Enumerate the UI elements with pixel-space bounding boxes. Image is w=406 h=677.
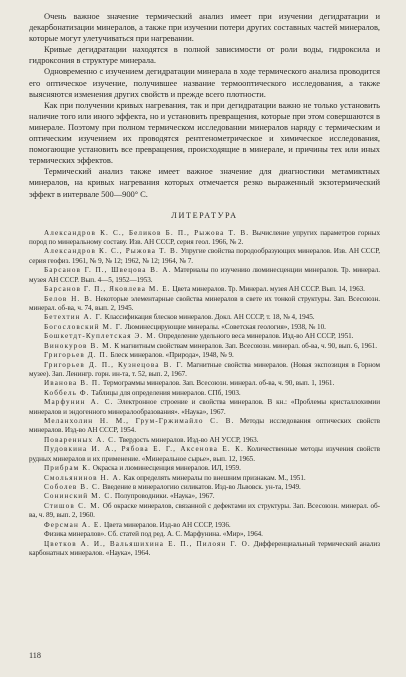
reference-text: Блеск минералов. «Природа», 1948, № 9.	[108, 351, 234, 360]
reference-text: Термограммы минералов. Зап. Всесоюзн. минерал. об-ва, ч. 90, вып. 1, 1961.	[101, 379, 335, 388]
reference-author: Иванова В. П.	[44, 379, 102, 388]
reference-author: Стишов С. М.	[44, 501, 101, 510]
reference-text: Как определять минералы по внешним признакам. М., 1951.	[121, 473, 306, 482]
reference-item	[29, 295, 380, 314]
reference-item	[29, 474, 380, 483]
reference-text: Полупроводники. «Наука», 1967.	[113, 492, 215, 501]
reference-text: Люминесцирующие минералы. «Советская геология», 1938, № 10.	[123, 322, 326, 331]
reference-text: Твердость минералов. Изд-во АН УССР, 1963.	[116, 435, 259, 444]
reference-author: Поваренных А. С.	[44, 435, 117, 444]
reference-list	[29, 229, 380, 559]
reference-text: Цвета минералов. Изд-во АН СССР, 1936.	[102, 520, 231, 529]
reference-text: Упругие свойства породообразующих минералов. Изв. АН СССР, серия геофиз. 1961, № 9, № 12; 1962, № 12; 1964, № 7.	[29, 247, 380, 265]
reference-text: Методы исследования оптических свойств минералов. Изд-во АН СССР, 1954.	[29, 417, 380, 435]
reference-author: Смольянинов Н. А.	[44, 473, 122, 482]
reference-author: Александров К. С., Рыжова Т. В.	[44, 247, 179, 256]
reference-author: Сонинский М. С.	[44, 492, 114, 501]
reference-author: Прибрам К.	[44, 464, 92, 473]
reference-author: Пудовкина И. А., Рябова Е. Г., Аксенова Е. К.	[44, 445, 244, 454]
reference-text: Дифференциальный термический анализ карбонатных минералов. «Наука», 1964.	[29, 539, 380, 557]
reference-author: Белов Н. В.	[44, 294, 93, 303]
reference-item	[29, 436, 380, 445]
reference-item	[29, 361, 380, 380]
reference-text: Цвета минералов. Тр. Минерал. музея АН СССР. Вып. 14, 1963.	[170, 285, 365, 294]
reference-text: Введение в минералогию силикатов. Изд-во Львовск. ун-та, 1949.	[100, 482, 301, 491]
reference-item	[29, 247, 380, 266]
reference-text: Об окраске минералов, связанной с дефектами их структуры. Зап. Всесоюзн. минерал. об-ва, ч. 89, вып. 2, 1960.	[29, 501, 381, 520]
reference-item	[29, 521, 380, 530]
reference-text: Электронное строение и свойства минералов. В кн.: «Проблемы кристаллохимии минералов и эндогенного минералообразования». «Наука», 1967.	[29, 398, 380, 416]
reference-item	[29, 285, 380, 294]
reference-author: Григорьев Д. П., Кузнецова В. Г.	[44, 360, 184, 369]
reference-author: Барсанов Г. П., Яковлева М. Е.	[44, 285, 171, 294]
reference-author: Бетехтин А. Г.	[44, 313, 103, 322]
reference-item	[29, 530, 380, 539]
reference-author: Бошкетдт-Куплетская Э. М.	[44, 332, 157, 341]
reference-item	[29, 379, 380, 388]
page-number: 118	[29, 651, 41, 660]
reference-item	[29, 351, 380, 360]
reference-item	[29, 266, 380, 285]
reference-author: Меланхолин Н. М., Грум-Гржимайло С. В.	[44, 417, 235, 426]
reference-author: Соболев В. С.	[44, 482, 101, 491]
reference-text: Материалы по изучению люминесценции минералов. Тр. минерал. музея АН СССР. Вып. 4—5, 1952—1953.	[29, 266, 380, 284]
paragraph: Как при получении кривых нагревания, так и при дегидратации важно не только установить наличие того или иного эффекта, но и установить превращения, которые при этом совершаются в минерале. Поэтому при полном термическом исследовании минералов наряду с термическим и оптическим изучением их проводятся рентгенометрическое и химическое исследования, помогающие установить все превращения, происходящие в минерале, и причины тех или иных термических эффектов.	[29, 99, 380, 166]
reference-author: Барсанов Г. П., Швецова В. А.	[44, 266, 172, 275]
reference-author: Богословский М. Г.	[44, 322, 124, 331]
reference-text: Определение удельного веса минералов. Изд-во АН СССР, 1951.	[156, 332, 354, 341]
reference-text: Физика минералов». Сб. статей под ред. А. С. Марфунина. «Мир», 1964.	[44, 530, 263, 539]
reference-item	[29, 464, 380, 473]
paragraph: Термический анализ также имеет важное значение для диагностики метамиктных минералов, на кривых нагревания которых отмечается резко выраженный экзотермический эффект в интервале 500—900° С.	[29, 166, 380, 199]
reference-item	[29, 417, 380, 436]
reference-item	[29, 540, 380, 559]
reference-item	[29, 323, 380, 332]
paragraph: Одновременно с изучением дегидратации минерала в ходе термического анализа проводится его оптическое изучение, получившее название термооптического исследования, а также выясняются изменения других свойств и прежде всего плотности.	[29, 66, 380, 99]
reference-text: Некоторые элементарные свойства минералов в свете их тонкой структуры. Зап. Всесоюзн. минерал. об-ва, ч. 74, вып. 2, 1945.	[29, 294, 381, 312]
reference-item	[29, 483, 380, 492]
reference-author: Григорьев Д. П.	[44, 351, 109, 360]
reference-author: Александров К. С., Беликов Б. П., Рыжова Т. В.	[44, 228, 250, 237]
reference-text: Магнитные свойства минералов. (Новая экспозиция в Горном музее). Зап. Ленингр. горн. ин-та, т. 52, вып. 2, 1967.	[29, 360, 381, 378]
reference-item	[29, 445, 380, 464]
reference-text: Таблицы для определения минералов. СПб, 1903.	[89, 388, 241, 397]
reference-text: Классификация блесков минералов. Докл. АН СССР, т. 18, № 4, 1945.	[102, 313, 315, 322]
reference-author: Коббель Ф.	[44, 388, 90, 397]
literature-heading: ЛИТЕРАТУРА	[171, 210, 238, 220]
paragraph: Очень важное значение термический анализ имеет при изучении дегидратации и декарбонатизации минералов, а также при изучении потери других составных частей минералов, которые могут улетучиваться при нагревании.	[29, 11, 380, 44]
reference-text: Вычисление упругих параметров горных пород по минеральному составу. Изв. АН СССР, серия геол. 1966, № 2.	[29, 228, 380, 247]
reference-item	[29, 492, 380, 501]
reference-text: Количественные методы изучения свойств рудных минералов и их применение. «Минеральное сырье», вып. 12, 1965.	[29, 445, 380, 463]
reference-item	[29, 332, 380, 341]
reference-author: Винокуров В. М.	[44, 341, 113, 350]
reference-author: Ферсман А. Е.	[44, 520, 103, 529]
reference-text: К магнитным свойствам минералов. Зап. Всесоюзн. минерал. об-ва, ч. 90, вып. 6, 1961.	[112, 341, 377, 350]
reference-item	[29, 342, 380, 351]
reference-author: Марфунин А. С.	[44, 398, 114, 407]
reference-text: Окраска и люминесценция минералов. ИЛ, 1959.	[91, 464, 241, 473]
reference-item	[29, 389, 380, 398]
reference-item	[29, 313, 380, 322]
reference-item	[29, 502, 380, 521]
body-text	[29, 11, 380, 200]
reference-item	[29, 398, 380, 417]
reference-author: Цветков А. И., Вальяшихина Е. П., Пилоян Г. О.	[44, 539, 251, 548]
reference-item	[29, 229, 380, 248]
paragraph: Кривые дегидратации находятся в полной зависимости от роли воды, гидроксила и гидроксония в структуре минерала.	[29, 44, 380, 66]
